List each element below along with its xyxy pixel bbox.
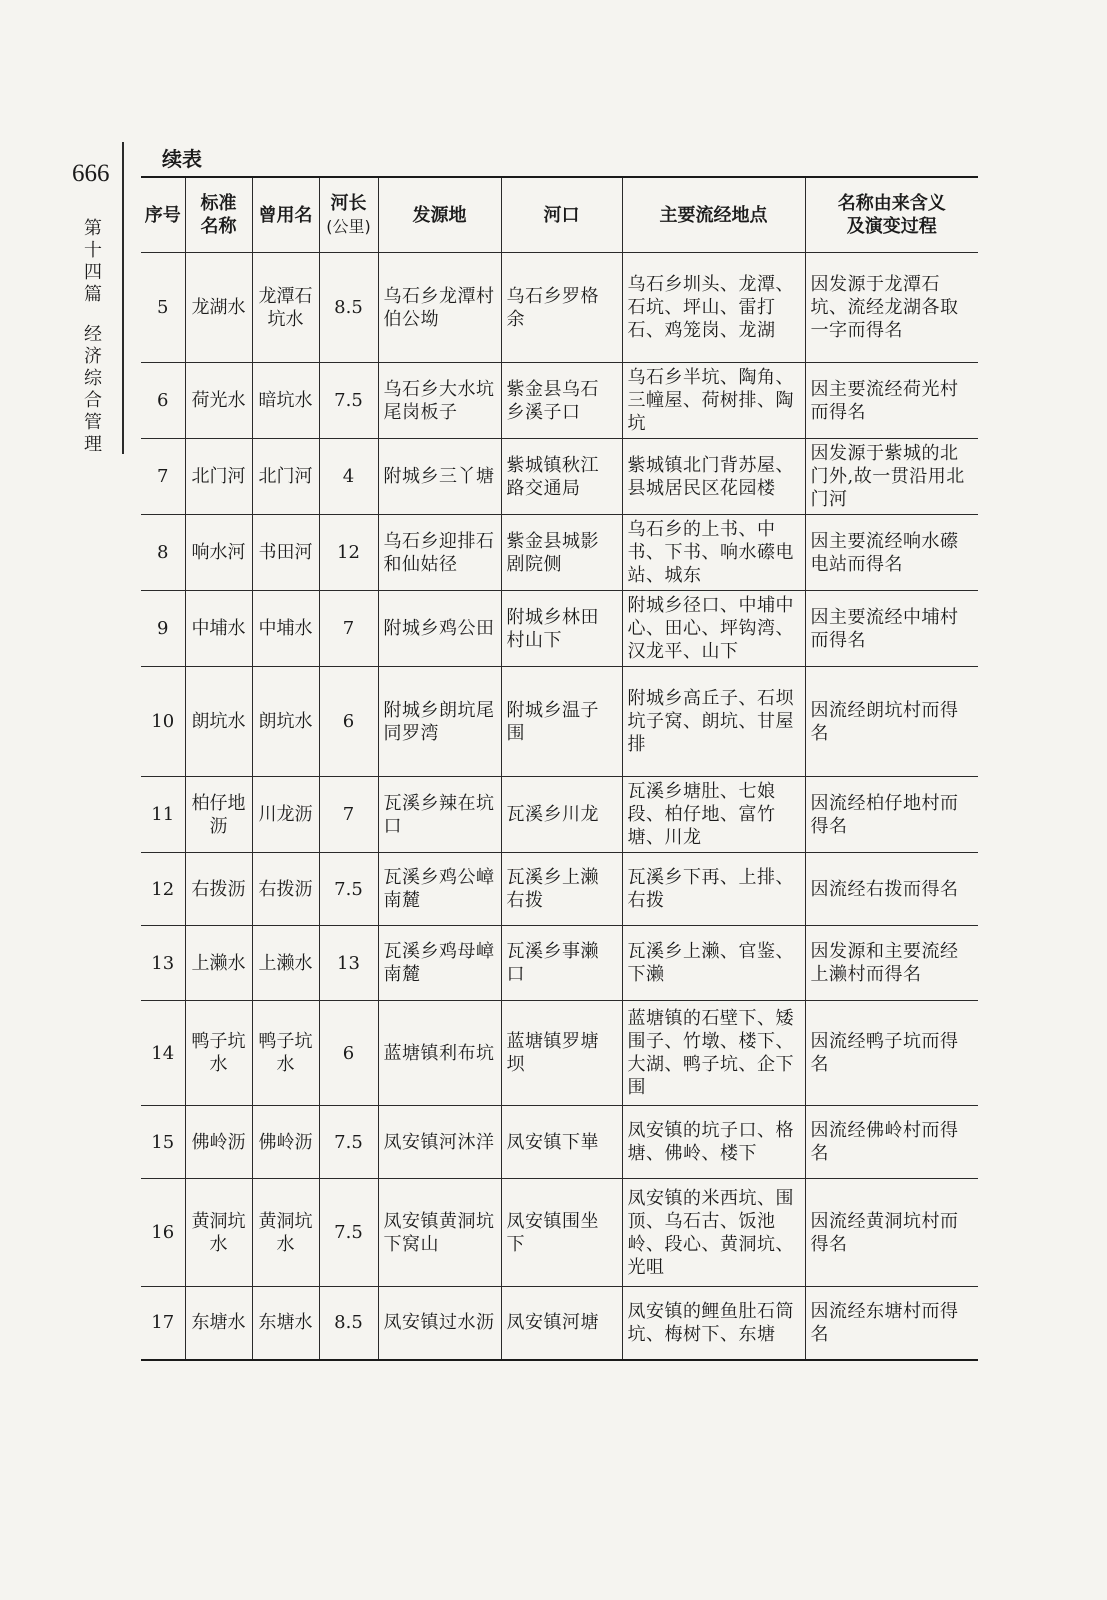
cell-route: 乌石乡半坑、陶角、三幢屋、荷树排、陶坑 — [622, 363, 805, 439]
cell-std-name: 东塘水 — [185, 1287, 252, 1360]
cell-std-name: 鸭子坑水 — [185, 1001, 252, 1106]
table-header-row — [141, 177, 978, 253]
header-length-line1: 河长 — [330, 193, 367, 214]
side-label-char: 篇 — [84, 284, 102, 305]
cell-length: 8.5 — [319, 1287, 378, 1360]
cell-former-name: 佛岭沥 — [252, 1106, 319, 1179]
cell-std-name: 朗坑水 — [185, 667, 252, 777]
cell-mouth: 凤安镇河塘 — [501, 1287, 622, 1360]
table-row — [141, 1287, 978, 1360]
header-std-name-line1: 标准 — [200, 193, 237, 214]
cell-mouth: 紫金县乌石乡溪子口 — [501, 363, 622, 439]
cell-mouth: 乌石乡罗格余 — [501, 253, 622, 363]
cell-std-name: 荷光水 — [185, 363, 252, 439]
cell-length: 7 — [319, 591, 378, 667]
cell-seq: 6 — [141, 363, 185, 439]
cell-seq: 16 — [141, 1179, 185, 1287]
cell-seq: 7 — [141, 439, 185, 515]
cell-length: 6 — [319, 667, 378, 777]
cell-std-name: 龙湖水 — [185, 253, 252, 363]
cell-route: 瓦溪乡塘肚、七娘段、柏仔地、富竹塘、川龙 — [622, 777, 805, 853]
cell-former-name: 黄洞坑水 — [252, 1179, 319, 1287]
table-row — [141, 253, 978, 363]
cell-std-name: 右拨沥 — [185, 853, 252, 926]
cell-origin: 因发源于龙潭石坑、流经龙湖各取一字而得名 — [805, 253, 978, 363]
cell-std-name: 上濑水 — [185, 926, 252, 1001]
side-label-char: 济 — [84, 346, 102, 367]
cell-origin: 因流经鸭子坑而得名 — [805, 1001, 978, 1106]
cell-route: 瓦溪乡上濑、官鉴、下濑 — [622, 926, 805, 1001]
table-row — [141, 1106, 978, 1179]
cell-former-name: 朗坑水 — [252, 667, 319, 777]
cell-origin: 因流经柏仔地村而得名 — [805, 777, 978, 853]
header-route: 主要流经地点 — [622, 177, 805, 253]
side-label-char: 经 — [84, 324, 102, 345]
cell-length: 7.5 — [319, 1179, 378, 1287]
cell-source: 瓦溪乡辣在坑口 — [378, 777, 501, 853]
cell-std-name: 中埔水 — [185, 591, 252, 667]
cell-mouth: 瓦溪乡川龙 — [501, 777, 622, 853]
cell-seq: 9 — [141, 591, 185, 667]
cell-mouth: 附城乡温子围 — [501, 667, 622, 777]
cell-route: 乌石乡圳头、龙潭、石坑、坪山、雷打石、鸡笼岗、龙湖 — [622, 253, 805, 363]
cell-length: 8.5 — [319, 253, 378, 363]
table-row — [141, 1001, 978, 1106]
cell-mouth: 紫金县城影剧院侧 — [501, 515, 622, 591]
table-row — [141, 777, 978, 853]
cell-source: 凤安镇河沐洋 — [378, 1106, 501, 1179]
header-length-unit: (公里) — [326, 217, 371, 236]
cell-former-name: 书田河 — [252, 515, 319, 591]
cell-source: 凤安镇过水沥 — [378, 1287, 501, 1360]
cell-seq: 11 — [141, 777, 185, 853]
header-origin-line2: 及演变过程 — [846, 216, 937, 237]
cell-origin: 因主要流经荷光村而得名 — [805, 363, 978, 439]
cell-source: 瓦溪乡鸡公嶂南麓 — [378, 853, 501, 926]
table-row — [141, 439, 978, 515]
side-divider — [122, 142, 124, 454]
cell-source: 附城乡三丫塘 — [378, 439, 501, 515]
continued-label: 续表 — [162, 147, 202, 171]
table-row — [141, 667, 978, 777]
table-row — [141, 1179, 978, 1287]
cell-seq: 17 — [141, 1287, 185, 1360]
cell-origin: 因流经朗坑村而得名 — [805, 667, 978, 777]
cell-source: 凤安镇黄洞坑下窝山 — [378, 1179, 501, 1287]
cell-length: 7 — [319, 777, 378, 853]
table-row — [141, 363, 978, 439]
cell-former-name: 龙潭石坑水 — [252, 253, 319, 363]
header-seq: 序号 — [141, 177, 185, 253]
cell-route: 凤安镇的坑子口、格塘、佛岭、楼下 — [622, 1106, 805, 1179]
header-mouth: 河口 — [501, 177, 622, 253]
cell-length: 12 — [319, 515, 378, 591]
cell-route: 附城乡径口、中埔中心、田心、坪钩湾、汉龙平、山下 — [622, 591, 805, 667]
side-label-gap — [80, 306, 106, 324]
header-former-name: 曾用名 — [252, 177, 319, 253]
cell-source: 附城乡朗坑尾同罗湾 — [378, 667, 501, 777]
cell-mouth: 附城乡林田村山下 — [501, 591, 622, 667]
table-row — [141, 591, 978, 667]
cell-origin: 因主要流经响水礤电站而得名 — [805, 515, 978, 591]
cell-route: 凤安镇的米西坑、围顶、乌石古、饭池岭、段心、黄洞坑、光咀 — [622, 1179, 805, 1287]
cell-origin: 因发源和主要流经上濑村而得名 — [805, 926, 978, 1001]
cell-former-name: 东塘水 — [252, 1287, 319, 1360]
cell-route: 蓝塘镇的石壁下、矮围子、竹墩、楼下、大湖、鸭子坑、企下围 — [622, 1001, 805, 1106]
cell-source: 附城乡鸡公田 — [378, 591, 501, 667]
header-length — [319, 177, 378, 253]
table-row — [141, 515, 978, 591]
cell-seq: 13 — [141, 926, 185, 1001]
side-label-char: 合 — [84, 390, 102, 411]
side-label-char: 四 — [84, 262, 102, 283]
cell-former-name: 右拨沥 — [252, 853, 319, 926]
cell-origin: 因流经佛岭村而得名 — [805, 1106, 978, 1179]
cell-route: 凤安镇的鲤鱼肚石筒坑、梅树下、东塘 — [622, 1287, 805, 1360]
cell-seq: 10 — [141, 667, 185, 777]
cell-std-name: 柏仔地沥 — [185, 777, 252, 853]
cell-source: 乌石乡龙潭村伯公坳 — [378, 253, 501, 363]
cell-std-name: 北门河 — [185, 439, 252, 515]
cell-seq: 15 — [141, 1106, 185, 1179]
cell-origin: 因流经右拨而得名 — [805, 853, 978, 926]
cell-mouth: 凤安镇围坐下 — [501, 1179, 622, 1287]
cell-length: 6 — [319, 1001, 378, 1106]
chapter-side-label — [80, 218, 106, 456]
cell-length: 4 — [319, 439, 378, 515]
header-std-name — [185, 177, 252, 253]
side-label-char: 十 — [84, 240, 102, 261]
cell-seq: 14 — [141, 1001, 185, 1106]
cell-source: 蓝塘镇利布坑 — [378, 1001, 501, 1106]
side-label-char: 理 — [84, 434, 102, 455]
cell-mouth: 瓦溪乡上濑右拨 — [501, 853, 622, 926]
cell-source: 瓦溪乡鸡母嶂南麓 — [378, 926, 501, 1001]
cell-origin: 因流经黄洞坑村而得名 — [805, 1179, 978, 1287]
cell-std-name: 佛岭沥 — [185, 1106, 252, 1179]
cell-route: 附城乡高丘子、石坝坑子窝、朗坑、甘屋排 — [622, 667, 805, 777]
header-origin-line1: 名称由来含义 — [837, 193, 946, 214]
cell-length: 13 — [319, 926, 378, 1001]
cell-std-name: 响水河 — [185, 515, 252, 591]
cell-route: 紫城镇北门背苏屋、县城居民区花园楼 — [622, 439, 805, 515]
table-row — [141, 853, 978, 926]
cell-origin: 因主要流经中埔村而得名 — [805, 591, 978, 667]
cell-origin: 因流经东塘村而得名 — [805, 1287, 978, 1360]
header-source: 发源地 — [378, 177, 501, 253]
cell-length: 7.5 — [319, 1106, 378, 1179]
cell-length: 7.5 — [319, 853, 378, 926]
page-number: 666 — [72, 160, 110, 187]
header-std-name-line2: 名称 — [200, 216, 237, 237]
header-origin — [805, 177, 978, 253]
cell-length: 7.5 — [319, 363, 378, 439]
cell-mouth: 蓝塘镇罗塘坝 — [501, 1001, 622, 1106]
cell-route: 乌石乡的上书、中书、下书、响水礤电站、城东 — [622, 515, 805, 591]
cell-mouth: 瓦溪乡事濑口 — [501, 926, 622, 1001]
cell-former-name: 鸭子坑水 — [252, 1001, 319, 1106]
cell-former-name: 暗坑水 — [252, 363, 319, 439]
side-label-char: 第 — [84, 218, 102, 239]
cell-origin: 因发源于紫城的北门外,故一贯沿用北门河 — [805, 439, 978, 515]
side-label-char: 管 — [84, 412, 102, 433]
cell-seq: 12 — [141, 853, 185, 926]
cell-former-name: 北门河 — [252, 439, 319, 515]
cell-former-name: 川龙沥 — [252, 777, 319, 853]
cell-source: 乌石乡大水坑尾岗板子 — [378, 363, 501, 439]
cell-std-name: 黄洞坑水 — [185, 1179, 252, 1287]
cell-seq: 8 — [141, 515, 185, 591]
cell-route: 瓦溪乡下再、上排、右拨 — [622, 853, 805, 926]
side-label-char: 综 — [84, 368, 102, 389]
river-table — [141, 176, 978, 1361]
table-row — [141, 926, 978, 1001]
cell-former-name: 上濑水 — [252, 926, 319, 1001]
cell-mouth: 凤安镇下崋 — [501, 1106, 622, 1179]
cell-former-name: 中埔水 — [252, 591, 319, 667]
cell-source: 乌石乡迎排石和仙姑径 — [378, 515, 501, 591]
cell-mouth: 紫城镇秋江路交通局 — [501, 439, 622, 515]
cell-seq: 5 — [141, 253, 185, 363]
